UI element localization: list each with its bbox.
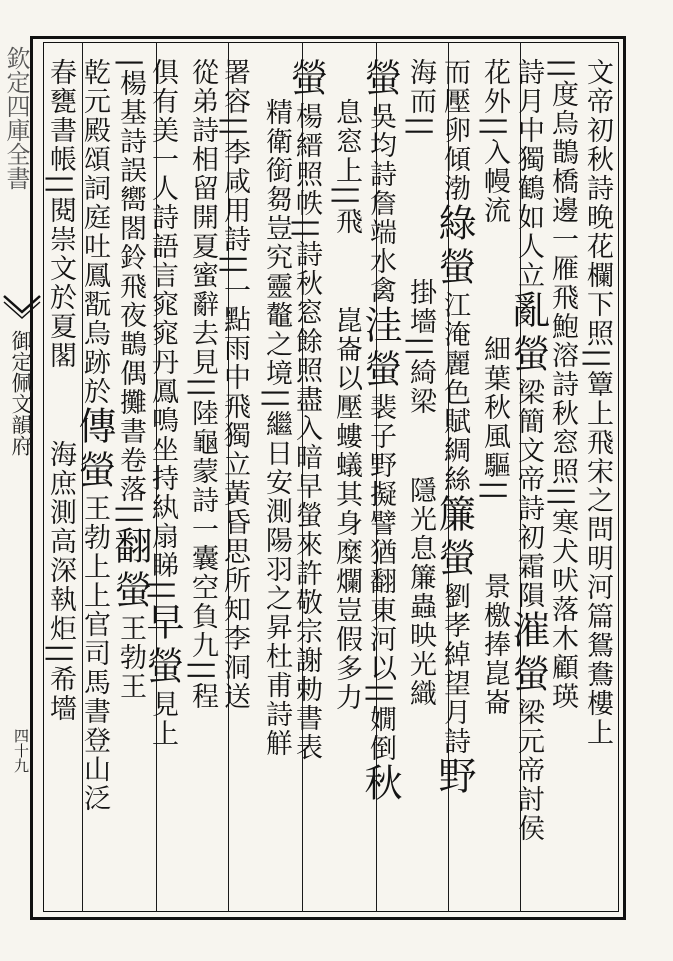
headword: 傳螢 [72,406,116,494]
text-column [262,58,298,908]
headword: 綠螢 [432,203,476,291]
column-text: ||度烏鵲橋邊一雁飛鮑溶詩秋窓照||寒犬吠落木顧瑛 [547,58,578,712]
column-text: 春甕書帳||閱崇文於夏閣 [45,58,76,371]
column-text: 見上 [147,690,178,749]
column-text: 梁元帝討侯 [513,698,544,843]
text-column [72,58,116,908]
column-text: 楊縉照帙||詩秋窓餘照盡入暗早螢來許敬宗謝勅書表 [291,102,322,763]
column-text: 精衛銜芻豈究靈鼇之境||繼日安測陽羽之昇杜甫詩觧 [261,98,292,759]
column-text: 海庶測高深執炬||希墻 [45,440,76,724]
column-text: 劉孝綽望月詩 [439,582,470,756]
column-text: 從弟詩相留開夏蜜辭去見||陸龜蒙詩一囊空負九||程 [187,58,218,712]
text-column [220,58,256,908]
headword: 翻螢 [108,526,152,615]
column-text: 梁簡文帝詩初霜隕 [513,378,544,610]
column-text: 掛墻||綺梁 [405,278,436,417]
headword: 洼螢 [358,305,402,393]
text-column [188,58,224,908]
text-column [548,58,584,908]
text-column [506,58,550,908]
column-text: 乾元殿頌詞庭吐鳳翫烏跡於 [79,58,110,406]
text-column [432,58,476,908]
column-text: 吳均詩詹端水禽 [365,102,396,305]
headword: 螢 [284,58,328,102]
book-title: 御定佩文韻府 [9,330,33,456]
text-column [480,58,516,908]
headword: 野 [432,756,476,800]
column-text: 詩月中獨鶴如人立 [513,58,544,290]
column-text: 王勃王 [115,614,146,702]
column-text: 俱有美一人詩語言窕窕丹鳳鳴坐持紈扇睇|| [147,58,178,603]
page-number: 四十九 [12,727,30,773]
column-text: 而壓卵傾渤 [439,58,470,203]
column-text: 海而|| [405,58,436,139]
column-text: 息窓上||飛 [331,98,362,237]
column-text: 江淹麗色賦綢絲 [439,291,470,494]
column-text: 隱光息簾蟲映光織 [405,476,436,709]
fish-tail-mark-icon [2,288,42,328]
column-text: 景檄捧崑崙 [479,572,510,718]
headword: 簾螢 [432,494,476,582]
column-text: 文帝初秋詩晚花欄下照||簟上飛宋之問明河篇鴛鴦樓上 [582,58,613,748]
margin-header-fragment: 欽定四庫全書 [2,46,30,190]
column-text: 裴子野擬譬猶翻東河以||嫺倒 [365,393,396,764]
text-column [332,58,368,908]
column-text: 細葉秋風驅|| [479,335,510,503]
text-column [46,58,82,908]
text-column [358,58,402,908]
headword: 秋 [358,763,402,808]
headword: 漼螢 [506,610,550,698]
column-text: 署容||李咸用詩||一點雨中飛獨立黃昏思所知李洞送 [219,58,250,712]
headword: 早螢 [140,602,184,691]
text-column [108,58,152,908]
column-text: 崑崙以壓螻蟻其身糜爛豈假多力 [331,306,362,713]
text-column [583,58,619,908]
headword: 螢 [358,58,402,102]
headword: 亂螢 [506,290,550,378]
text-column [406,58,442,908]
column-text: 王勃上上官司馬書登山泛 [79,494,110,813]
column-text: 花外||入幔流 [479,58,510,226]
column-text: |楊基詩誤嚮閤鈴飛夜鵲偶攤書卷落|| [115,58,146,527]
